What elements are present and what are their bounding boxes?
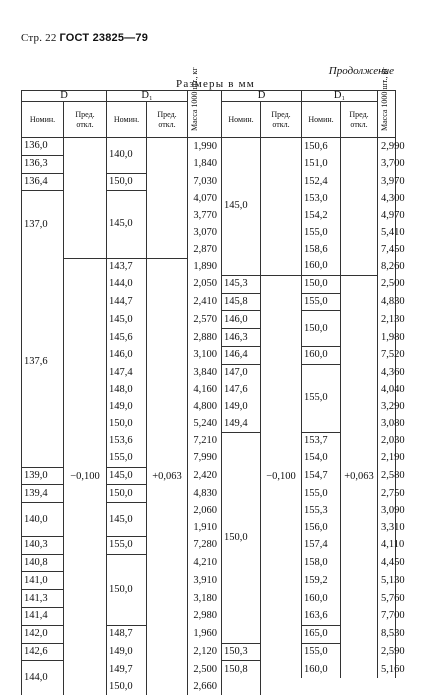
mass-cell: 3,070 (188, 224, 222, 241)
mass-cell: 2,500 (188, 661, 222, 678)
mass-cell: 4,210 (188, 554, 222, 572)
mass-cell: 2,660 (188, 678, 222, 695)
mass-cell: 3,180 (188, 590, 222, 608)
mass-cell: 3,910 (188, 572, 222, 590)
d1-nominal-cell: 150,0 (107, 415, 147, 432)
mass-cell: 3,770 (188, 208, 222, 225)
mass-cell: 1,960 (188, 625, 222, 643)
d-nominal-cell: 136,4 (22, 173, 64, 191)
mass-cell: 8,530 (378, 625, 396, 643)
col-nom: Номин. (222, 102, 261, 138)
d1-nominal-cell: 156,0 (302, 520, 341, 537)
mass-cell: 4,830 (378, 293, 396, 311)
mass-cell: 5,130 (378, 572, 396, 590)
d1-nominal-cell: 155,0 (302, 293, 341, 311)
d1-nominal-cell: 145,0 (107, 191, 147, 258)
col-tol: Пред. откл. (341, 102, 378, 138)
d-nominal-cell: 144,0 (22, 661, 64, 695)
d-tolerance-cell (64, 138, 107, 259)
d1-nominal-cell: 145,0 (107, 503, 147, 537)
d1-nominal-cell: 160,0 (302, 661, 341, 678)
d1-tolerance-cell (147, 138, 188, 259)
d1-nominal-cell: 150,0 (107, 485, 147, 503)
d1-nominal-cell: 150,0 (302, 311, 341, 347)
mass-cell: 1,990 (188, 138, 222, 156)
table-row (22, 138, 396, 156)
mass-cell: 8,260 (378, 258, 396, 275)
d1-nominal-cell: 154,7 (302, 467, 341, 485)
d1-nominal-cell: 155,0 (302, 224, 341, 241)
d1-nominal-cell: 160,0 (302, 590, 341, 608)
mass-cell: 1,890 (188, 258, 222, 275)
mass-cell: 2,980 (188, 608, 222, 626)
d-nominal-cell: 140,8 (22, 554, 64, 572)
d1-nominal-cell: 159,2 (302, 572, 341, 590)
mass-cell: 4,360 (378, 364, 396, 381)
d1-nominal-cell: 147,4 (107, 364, 147, 381)
mass-cell: 3,100 (188, 347, 222, 365)
col-tol: Пред. откл. (64, 102, 107, 138)
col-mass-left: Масса 1000 шт., кг (188, 91, 222, 138)
mass-cell: 4,830 (188, 485, 222, 503)
col-nom: Номин. (302, 102, 341, 138)
mass-cell: 7,280 (188, 536, 222, 554)
d1-nominal-cell: 155,0 (302, 643, 341, 661)
d-nominal-cell: 147,6 (222, 382, 261, 399)
d1-nominal-cell: 149,0 (107, 643, 147, 661)
d1-tolerance-cell (341, 138, 378, 276)
d-tolerance-cell: −0,100 (64, 258, 107, 695)
d-nominal-cell: 140,3 (22, 536, 64, 554)
d1-nominal-cell: 151,0 (302, 155, 341, 173)
d1-nominal-cell: 150,0 (107, 678, 147, 695)
mass-cell: 3,970 (378, 173, 396, 191)
mass-cell: 1,910 (188, 520, 222, 537)
mass-cell: 2,420 (188, 467, 222, 485)
d1-nominal-cell: 153,0 (302, 191, 341, 208)
d1-nominal-cell: 155,0 (107, 450, 147, 467)
mass-cell: 4,070 (188, 191, 222, 208)
d1-nominal-cell: 144,0 (107, 275, 147, 293)
d-nominal-cell: 150,3 (222, 643, 261, 661)
d1-nominal-cell: 150,0 (302, 275, 341, 293)
mass-cell: 7,700 (378, 608, 396, 626)
col-mass-right: Масса 1000 шт., кг (378, 91, 396, 138)
mass-cell: 2,050 (188, 275, 222, 293)
d1-nominal-cell: 155,0 (302, 485, 341, 503)
continuation-label: Продолжение (329, 65, 394, 77)
d-nominal-cell: 141,3 (22, 590, 64, 608)
page-header (21, 32, 148, 44)
d-nominal-cell: 145,3 (222, 275, 261, 293)
mass-cell: 4,450 (378, 554, 396, 572)
d-nominal-cell: 150,0 (222, 433, 261, 644)
col-d1-left: D₁ (107, 91, 188, 102)
col-nom: Номин. (22, 102, 64, 138)
mass-cell: 4,110 (378, 536, 396, 554)
mass-cell: 5,410 (378, 224, 396, 241)
d-tolerance-cell: −0,100 (261, 275, 302, 678)
mass-cell: 2,580 (378, 467, 396, 485)
mass-cell: 2,410 (188, 293, 222, 311)
gost-number: ГОСТ 23825—79 (60, 32, 149, 44)
d-nominal-cell: 146,3 (222, 329, 261, 347)
d1-nominal-cell: 160,0 (302, 347, 341, 365)
d-nominal-cell: 146,4 (222, 347, 261, 365)
mass-cell: 4,800 (188, 398, 222, 415)
mass-cell: 2,570 (188, 311, 222, 329)
col-d-left: D (22, 91, 107, 102)
d-nominal-cell: 141,0 (22, 572, 64, 590)
d1-nominal-cell: 150,0 (107, 173, 147, 191)
d1-nominal-cell: 158,6 (302, 241, 341, 258)
mass-cell: 2,120 (188, 643, 222, 661)
mass-cell: 2,130 (378, 311, 396, 329)
d-nominal-cell: 141,4 (22, 608, 64, 626)
mass-cell: 7,520 (378, 347, 396, 365)
d1-nominal-cell: 140,0 (107, 138, 147, 174)
d1-nominal-cell: 153,7 (302, 433, 341, 450)
mass-cell: 2,990 (378, 138, 396, 156)
mass-cell: 7,030 (188, 173, 222, 191)
mass-cell: 4,160 (188, 382, 222, 399)
d-nominal-cell: 139,4 (22, 485, 64, 503)
d1-nominal-cell: 154,0 (302, 450, 341, 467)
d1-nominal-cell: 148,0 (107, 382, 147, 399)
mass-cell: 7,210 (188, 433, 222, 450)
mass-cell: 3,840 (188, 364, 222, 381)
d1-nominal-cell: 148,7 (107, 625, 147, 643)
mass-cell: 1,980 (378, 329, 396, 347)
d-nominal-cell: 145,8 (222, 293, 261, 311)
d-nominal-cell: 147,0 (222, 364, 261, 381)
d1-tolerance-cell: +0,063 (341, 275, 378, 678)
col-nom: Номин. (107, 102, 147, 138)
d-nominal-cell: 139,0 (22, 467, 64, 485)
d1-nominal-cell: 146,0 (107, 347, 147, 365)
table-caption: Размеры в мм (176, 78, 255, 90)
d-nominal-cell: 136,3 (22, 155, 64, 173)
d-nominal-cell: 137,6 (22, 258, 64, 467)
col-d1-right: D₁ (302, 91, 378, 102)
d-nominal-cell: 142,0 (22, 625, 64, 643)
table-body (22, 138, 396, 695)
mass-cell: 2,060 (188, 503, 222, 520)
d1-nominal-cell: 145,6 (107, 329, 147, 347)
mass-cell: 3,290 (378, 398, 396, 415)
mass-cell: 3,080 (378, 415, 396, 432)
d1-nominal-cell: 165,0 (302, 625, 341, 643)
mass-cell: 2,190 (378, 450, 396, 467)
d1-nominal-cell: 153,6 (107, 433, 147, 450)
d1-nominal-cell: 149,0 (107, 398, 147, 415)
mass-cell: 5,760 (378, 590, 396, 608)
d1-nominal-cell: 155,0 (107, 536, 147, 554)
d1-nominal-cell: 157,4 (302, 536, 341, 554)
empty-cell (222, 678, 261, 695)
d-nominal-cell: 136,0 (22, 138, 64, 156)
d1-nominal-cell: 145,0 (107, 311, 147, 329)
mass-cell: 2,750 (378, 485, 396, 503)
d-tolerance-cell (261, 138, 302, 276)
dimensions-table (21, 90, 396, 695)
d-nominal-cell: 137,0 (22, 191, 64, 258)
d-nominal-cell: 140,0 (22, 503, 64, 537)
mass-cell: 7,990 (188, 450, 222, 467)
d1-nominal-cell: 160,0 (302, 258, 341, 275)
mass-cell: 3,700 (378, 155, 396, 173)
d-nominal-cell: 146,0 (222, 311, 261, 329)
mass-cell: 2,880 (188, 329, 222, 347)
mass-cell: 5,240 (188, 415, 222, 432)
d1-nominal-cell: 158,0 (302, 554, 341, 572)
mass-cell: 2,500 (378, 275, 396, 293)
mass-cell: 2,870 (188, 241, 222, 258)
d1-nominal-cell: 149,7 (107, 661, 147, 678)
d-nominal-cell: 149,4 (222, 415, 261, 432)
d-nominal-cell: 145,0 (222, 138, 261, 276)
d1-nominal-cell: 145,0 (107, 467, 147, 485)
d1-nominal-cell: 155,0 (302, 364, 341, 432)
mass-cell: 7,450 (378, 241, 396, 258)
d1-nominal-cell: 152,4 (302, 173, 341, 191)
col-tol: Пред. откл. (147, 102, 188, 138)
mass-cell: 2,590 (378, 643, 396, 661)
d1-nominal-cell: 143,7 (107, 258, 147, 275)
d-nominal-cell: 142,6 (22, 643, 64, 661)
page-number: Стр. 22 (21, 32, 57, 44)
d1-nominal-cell: 144,7 (107, 293, 147, 311)
d-nominal-cell: 149,0 (222, 398, 261, 415)
d1-tolerance-cell: +0,063 (147, 258, 188, 695)
table-row (22, 258, 396, 275)
d1-nominal-cell: 163,6 (302, 608, 341, 626)
d1-nominal-cell: 150,6 (302, 138, 341, 156)
mass-cell: 5,160 (378, 661, 396, 678)
mass-cell: 3,090 (378, 503, 396, 520)
col-tol: Пред. откл. (261, 102, 302, 138)
d1-nominal-cell: 150,0 (107, 554, 147, 625)
mass-cell: 4,970 (378, 208, 396, 225)
mass-cell: 4,040 (378, 382, 396, 399)
col-d-right: D (222, 91, 302, 102)
mass-cell: 3,310 (378, 520, 396, 537)
mass-cell: 1,840 (188, 155, 222, 173)
mass-cell: 4,300 (378, 191, 396, 208)
mass-cell: 2,030 (378, 433, 396, 450)
d-nominal-cell: 150,8 (222, 661, 261, 678)
d1-nominal-cell: 155,3 (302, 503, 341, 520)
d1-nominal-cell: 154,2 (302, 208, 341, 225)
